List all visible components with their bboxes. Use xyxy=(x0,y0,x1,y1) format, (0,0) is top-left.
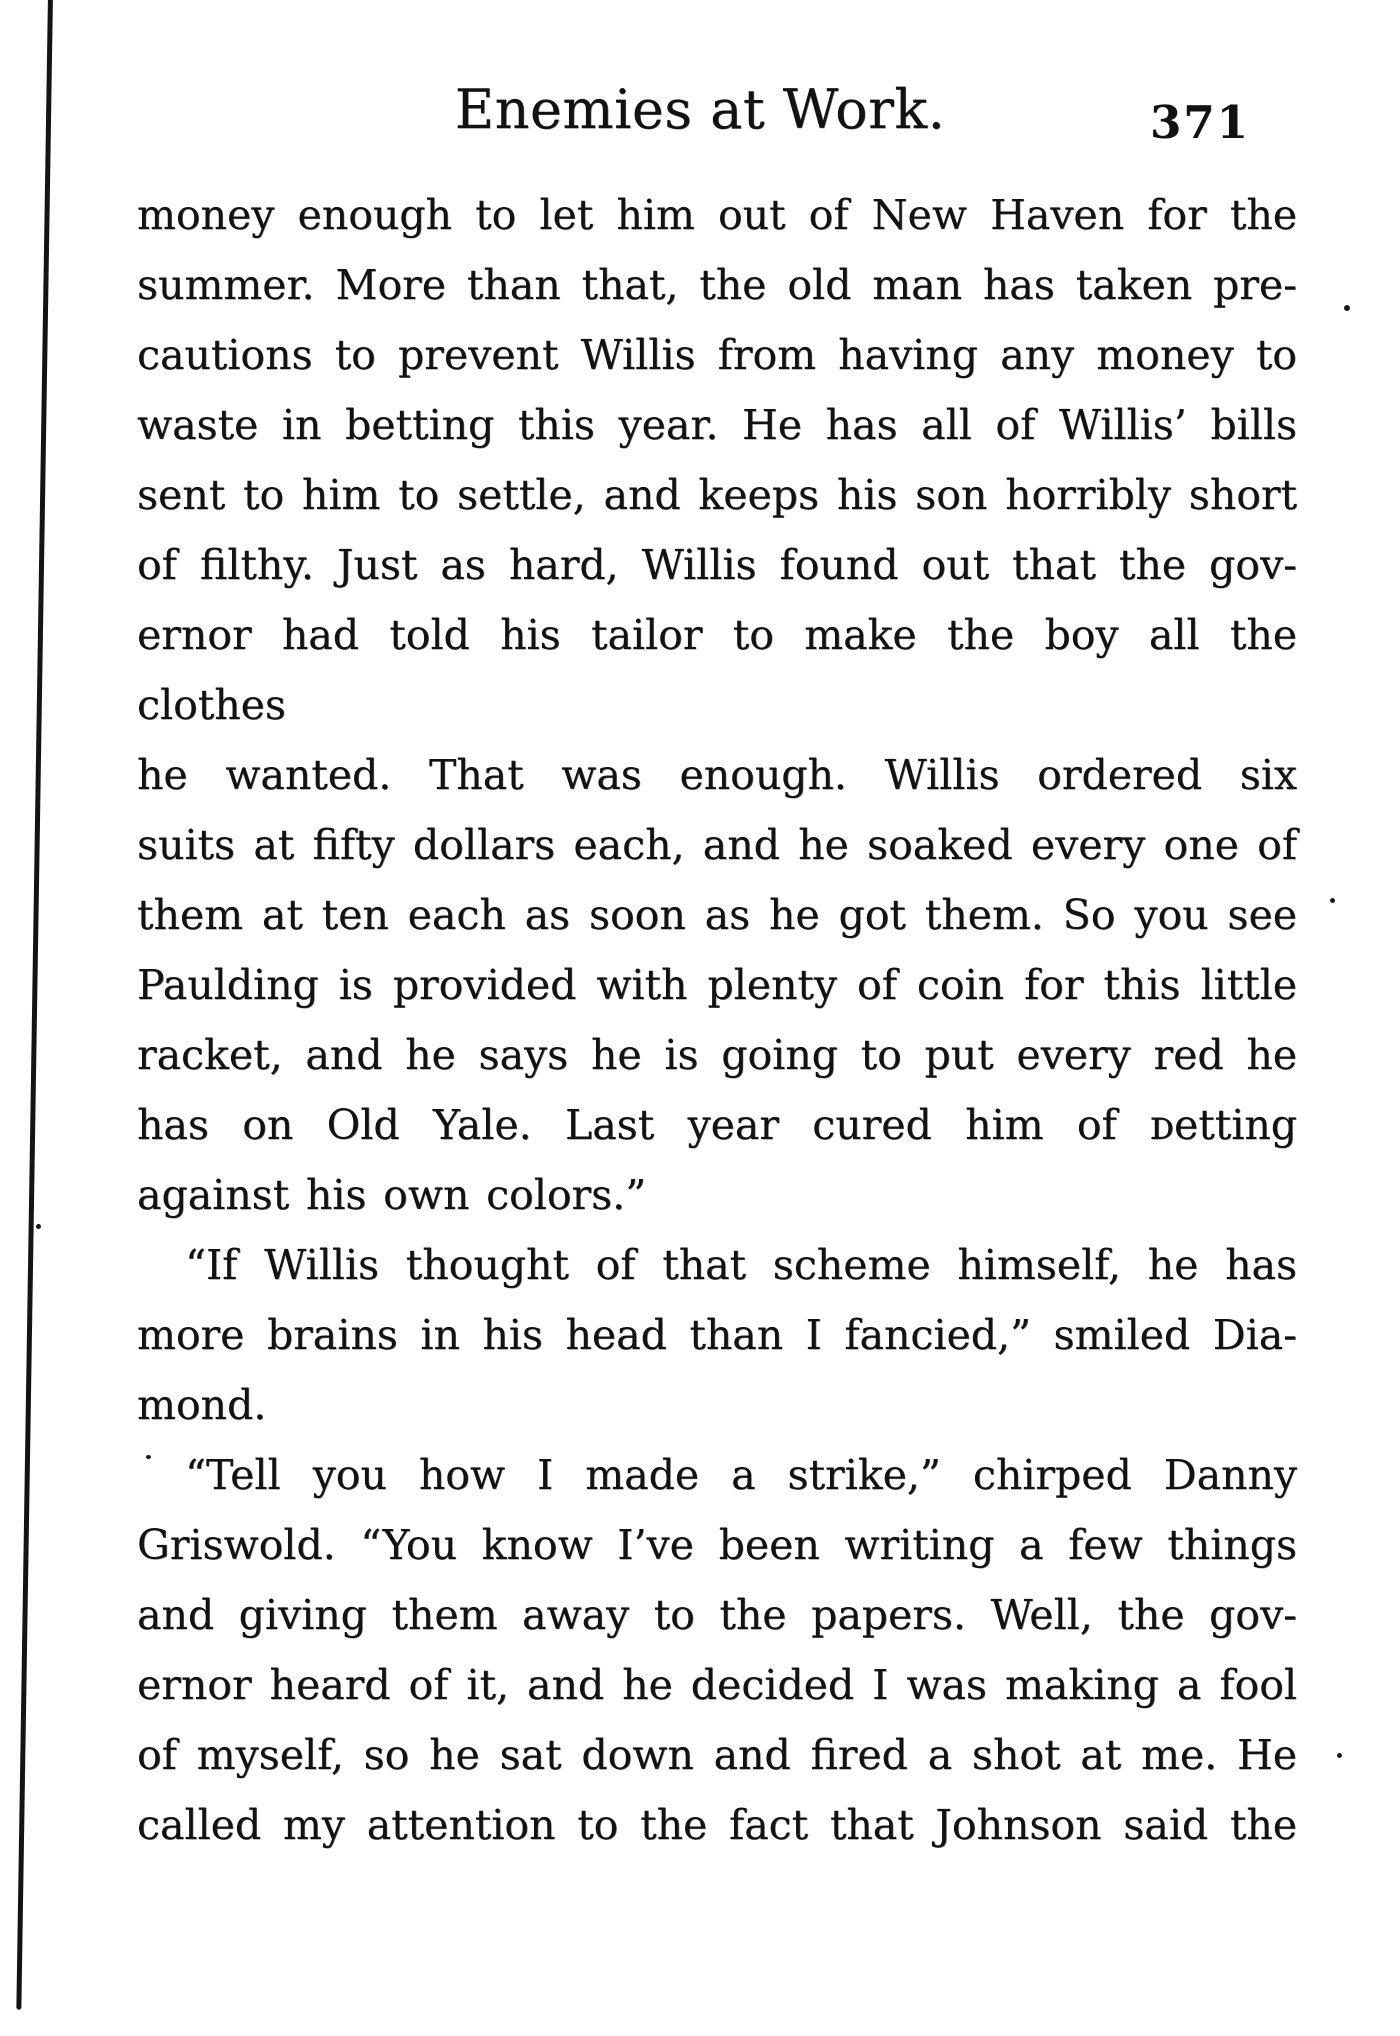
text-line: Paulding is provided with plenty of coin for this little xyxy=(137,961,1297,1009)
running-head-title: Enemies at Work. xyxy=(454,78,946,141)
scan-speck xyxy=(146,1455,151,1459)
text-line: he wanted. That was enough. Willis ordered six xyxy=(137,751,1297,799)
text-line: called my attention to the fact that Johnson said the xyxy=(137,1801,1297,1849)
text-line: ernor heard of it, and he decided I was making a fool xyxy=(137,1661,1297,1709)
scan-speck xyxy=(36,1224,41,1229)
text-line: racket, and he says he is going to put every red he xyxy=(137,1031,1297,1079)
text-line: suits at fifty dollars each, and he soaked every one of xyxy=(137,821,1297,869)
text-line: more brains in his head than I fancied,” smiled Dia- xyxy=(137,1311,1297,1359)
text-block xyxy=(137,180,1297,1860)
scan-speck xyxy=(1344,305,1350,311)
scan-speck xyxy=(1337,1753,1342,1758)
text-line: has on Old Yale. Last year cured him of ᴅetting xyxy=(137,1101,1297,1149)
text-line: of filthy. Just as hard, Willis found out that the gov- xyxy=(137,541,1297,589)
text-line: waste in betting this year. He has all of Willis’ bills xyxy=(137,401,1297,449)
page-number: 371 xyxy=(1150,96,1250,149)
text-line: money enough to let him out of New Haven for the xyxy=(137,191,1297,239)
scan-binding-line xyxy=(16,0,53,2010)
text-line: of myself, so he sat down and fired a shot at me. He xyxy=(137,1731,1297,1779)
text-line: them at ten each as soon as he got them. So you see xyxy=(137,891,1297,939)
text-line: “Tell you how I made a strike,” chirped Danny xyxy=(185,1451,1297,1499)
scan-speck xyxy=(1330,898,1335,903)
text-line: summer. More than that, the old man has taken pre- xyxy=(137,261,1297,309)
text-line: and giving them away to the papers. Well, the gov- xyxy=(137,1591,1297,1639)
text-line: ernor had told his tailor to make the boy all the clothes xyxy=(137,611,1297,729)
text-line: mond. xyxy=(137,1381,267,1429)
text-line: sent to him to settle, and keeps his son horribly short xyxy=(137,471,1297,519)
text-line: “If Willis thought of that scheme himself, he has xyxy=(185,1241,1297,1289)
text-line: cautions to prevent Willis from having any money to xyxy=(137,331,1297,379)
text-line: against his own colors.” xyxy=(137,1171,647,1219)
text-line: Griswold. “You know I’ve been writing a few things xyxy=(137,1521,1297,1569)
